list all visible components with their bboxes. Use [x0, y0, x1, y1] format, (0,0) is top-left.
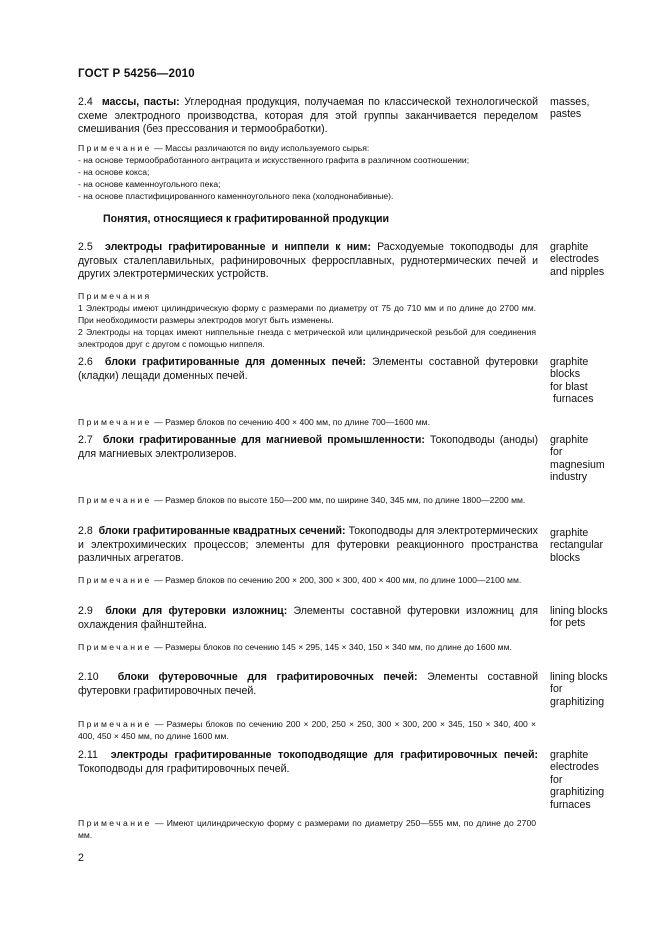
note-label: Примечание	[78, 575, 152, 585]
note-label: Примечания	[78, 291, 152, 301]
english-line: blocks	[550, 551, 581, 564]
note-list-item: - на основе каменноугольного пека;	[78, 179, 221, 189]
english-equivalent	[550, 605, 640, 630]
note-list-item: - на основе пластифицированного каменноугольного пека (холоднонабивные).	[78, 191, 394, 201]
term-name: блоки для футеровки изложниц:	[105, 605, 288, 617]
note-list-item: - на основе термообработанного антрацита и искусственного графита в различном соотношении;	[78, 155, 470, 165]
english-line: lining blocks	[550, 671, 608, 683]
term-definition: Элементы составной футеровки изложниц для охлаждения файнштейна.	[78, 605, 538, 631]
term-entry-2-9	[78, 605, 538, 632]
english-line: for	[550, 773, 563, 786]
entry-number: 2.10	[78, 671, 99, 683]
note-list-item: - на основе кокса;	[78, 167, 150, 177]
english-line: graphite	[550, 356, 589, 368]
note-text: Размеры блоков по сечению 145 × 295, 145 × 340, 150 × 340 мм, по длине до 1600 мм.	[165, 642, 512, 652]
term-name: блоки футеровочные для графитировочных печей:	[117, 671, 418, 683]
english-line: graphite	[550, 749, 589, 761]
entry-number: 2.6	[78, 356, 93, 368]
section-subheading: Понятия, относящиеся к графитированной продукции	[103, 213, 390, 225]
english-line: furnaces	[550, 393, 594, 406]
note-2-7	[78, 494, 536, 506]
term-definition: Элементы составной футеровки графитировочных печей.	[78, 671, 538, 697]
note-2-9	[78, 641, 536, 653]
document-header: ГОСТ Р 54256—2010	[78, 68, 195, 80]
english-line: graphite	[550, 527, 589, 539]
term-name: массы, пасты:	[101, 96, 180, 108]
note-text: Размер блоков по сечению 200 × 200, 300 × 300, 400 × 400 мм, по длине 1000—2100 мм.	[165, 575, 522, 585]
note-dash: —	[154, 642, 163, 652]
page-number: 2	[78, 852, 84, 864]
english-equivalent	[550, 671, 642, 708]
note-dash: —	[154, 495, 163, 505]
note-2-5	[78, 290, 536, 350]
entry-number: 2.9	[78, 605, 93, 617]
note-label: Примечание	[78, 818, 152, 828]
english-line: lining blocks	[550, 605, 608, 617]
entry-number: 2.8	[78, 525, 93, 537]
term-entry-2-10	[78, 671, 538, 698]
term-definition: Токоподводы для графитировочных печей.	[78, 762, 290, 775]
note-text: Имеют цилиндрическую форму с размерами по диаметру 250—555 мм, по длине до 2700 мм.	[78, 818, 537, 840]
english-line: industry	[550, 471, 588, 484]
note-item: 2 Электроды на торцах имеют ниппельные гнезда с метрической или цилиндрической резьбой для соединения электродов друг с другом с помощью ниппеля.	[78, 327, 536, 349]
note-text: Массы различаются по виду используемого сырья:	[165, 143, 370, 153]
note-label: Примечание	[78, 143, 152, 153]
term-name: блоки графитированные для магниевой промышленности:	[102, 434, 425, 446]
term-entry-2-4	[78, 96, 538, 137]
term-entry-2-5	[78, 241, 538, 282]
english-line: blocks	[550, 368, 581, 381]
english-line: graphitizing	[550, 695, 605, 708]
note-dash: —	[154, 143, 163, 153]
term-entry-2-7	[78, 434, 538, 461]
note-item: 1 Электроды имеют цилиндрическую форму с размерами по диаметру от 75 до 710 мм и по длине до 2700 мм. При необходимости размеры электродов могут быть изменены.	[78, 303, 536, 325]
english-line: graphite	[550, 241, 589, 253]
english-equivalent	[550, 434, 630, 484]
english-equivalent: masses, pastes	[550, 96, 590, 121]
term-name: электроды графитированные токоподводящие для графитировочных печей:	[110, 749, 539, 761]
english-equivalent	[550, 527, 630, 564]
english-equivalent	[550, 241, 630, 278]
term-entry-2-8	[78, 525, 538, 566]
note-dash: —	[154, 818, 164, 828]
term-name: электроды графитированные и ниппели к ним:	[105, 241, 371, 253]
english-line: rectangular	[550, 539, 603, 552]
english-equivalent	[550, 356, 630, 406]
term-name: блоки графитированные квадратных сечений:	[98, 525, 346, 537]
note-2-6	[78, 416, 536, 428]
term-name: блоки графитированные для доменных печей:	[104, 356, 366, 368]
term-definition: Углеродная продукция, получаемая по классической технологической схеме электродного производства, которая для этой группы заканчивается переделом смешивания (без прессования и термообработки).	[78, 96, 539, 135]
note-dash: —	[154, 417, 163, 427]
note-text: Размер блоков по сечению 400 × 400 мм, по длине 700—1600 мм.	[165, 417, 430, 427]
term-definition: Элементы составной футеровки (кладки) лещади доменных печей.	[78, 356, 539, 382]
entry-number: 2.11	[78, 749, 98, 761]
english-line: furnaces	[550, 798, 591, 811]
entry-number: 2.5	[78, 241, 93, 253]
english-line: electrodes	[550, 253, 599, 266]
english-line: for	[550, 683, 563, 696]
term-definition: Токоподводы для электротермических и электрохимических процессов; элементы для футеровки реакционного пространства различных агрегатов.	[78, 525, 538, 564]
english-line: electrodes	[550, 761, 599, 774]
note-text: Размер блоков по высоте 150—200 мм, по ширине 340, 345 мм, по длине 1800—2200 мм.	[165, 495, 526, 505]
note-label: Примечание	[78, 719, 152, 729]
term-definition: Токоподводы (аноды) для магниевых электролизеров.	[78, 434, 538, 460]
note-2-4	[78, 142, 536, 202]
entry-number: 2.7	[78, 434, 93, 446]
note-text: Размеры блоков по сечению 200 × 200, 250 × 250, 300 × 300, 200 × 345, 150 × 340, 400 × 400, 450 × 450 мм, по длине 1600 мм.	[78, 719, 536, 741]
english-line: graphite	[550, 434, 589, 446]
english-line: magnesium	[550, 458, 605, 471]
note-dash: —	[154, 719, 164, 729]
note-label: Примечание	[78, 417, 152, 427]
english-line: and nipples	[550, 265, 605, 278]
note-label: Примечание	[78, 495, 152, 505]
entry-number: 2.4	[78, 96, 93, 108]
term-definition: Расходуемые токоподводы для дуговых сталеплавильных, рафинировочных ферросплавных, руднотермических печей и других электротермических устройств.	[78, 241, 539, 280]
note-dash: —	[154, 575, 163, 585]
note-2-10	[78, 718, 536, 742]
note-label: Примечание	[78, 642, 152, 652]
english-equivalent	[550, 749, 630, 811]
english-line: for	[550, 446, 563, 459]
term-entry-2-6	[78, 356, 538, 383]
note-2-8	[78, 574, 536, 586]
note-2-11	[78, 817, 536, 841]
term-entry-2-11	[78, 749, 538, 776]
english-line: graphitizing	[550, 786, 605, 799]
english-line: for blast	[550, 380, 588, 393]
english-line: for pets	[550, 617, 586, 630]
